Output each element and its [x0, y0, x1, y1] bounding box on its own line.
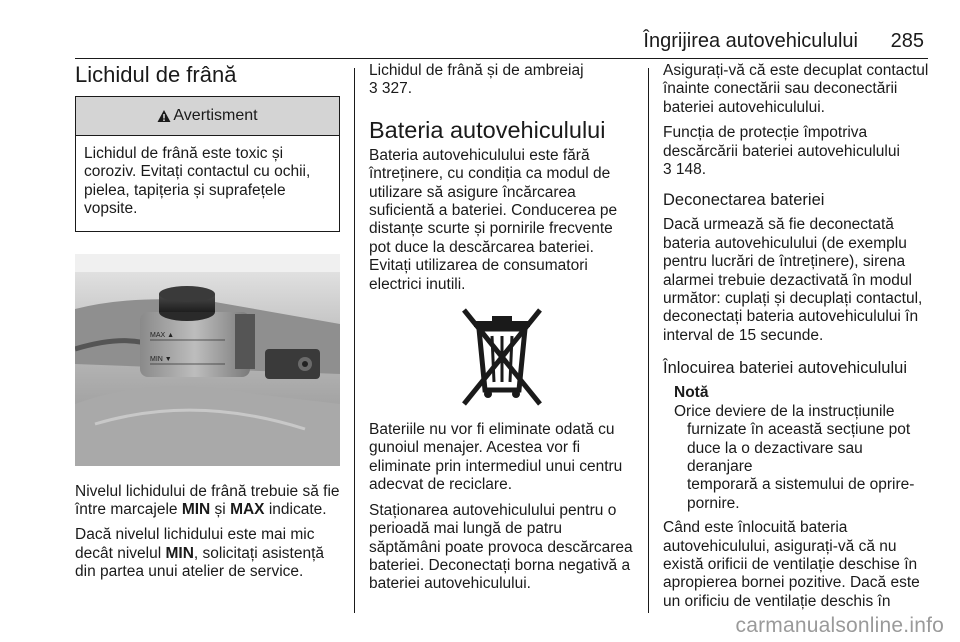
- paragraph: Funcția de protecție împotriva descărcării bateriei autovehiculului 3 148.: [663, 124, 900, 179]
- crossed-out-bin-icon: [462, 308, 542, 406]
- column-1: [75, 62, 340, 589]
- paragraph: Dacă nivelul lichidului este mai mic decât nivelul MIN, solicitați asistență din partea unui atelier de service.: [75, 526, 324, 581]
- page-header: [75, 30, 928, 59]
- paragraph: Când este înlocuită bateria autovehiculului, asigurați-vă că nu există orificii de ventilație deschise în apropierea bornei pozitive. Dacă este un orificiu de ventilație deschis în: [663, 519, 920, 610]
- subheading-disconnect-battery: Deconectarea bateriei: [663, 191, 825, 210]
- page-number: 285: [890, 30, 924, 52]
- paragraph: Asigurați-vă că este decuplat contactul înainte conectării sau deconectării bateriei autovehiculului.: [663, 62, 929, 116]
- warning-text: Lichidul de frână este toxic și coroziv. Evitați contactul cu ochii, pielea, tapițeria și suprafețele vopsite.: [84, 145, 311, 218]
- column-2: [369, 62, 634, 601]
- watermark: carmanualsonline.info: [735, 614, 944, 637]
- warning-title: Avertisment: [173, 106, 258, 124]
- page-reference-link[interactable]: 3 327.: [369, 80, 413, 98]
- page-reference-link[interactable]: 3 148.: [663, 161, 707, 179]
- paragraph: Nivelul lichidului de frână trebuie să fie între marcajele MIN și MAX indicate.: [75, 482, 340, 519]
- column-divider: [648, 68, 649, 613]
- section-heading-brake-fluid: Lichidul de frână: [75, 62, 237, 87]
- warning-icon: [157, 109, 171, 123]
- paragraph: Dacă urmează să fie deconectată bateria autovehiculului (de exemplu pentru lucrări de întreținere), sirena alarmei trebuie dezactivată în modul următor: cuplați și decuplați contactul, deconectați bateria autovehiculului în interval de 15 secunde.: [663, 216, 923, 344]
- column-3: [663, 62, 929, 618]
- max-marking: MAX ▲: [150, 331, 175, 339]
- note-title: Notă: [674, 384, 709, 402]
- paragraph: Bateriile nu vor fi eliminate odată cu gunoiul menajer. Acestea vor fi eliminate prin intermediul unui centru adecvat de reciclare.: [369, 421, 623, 494]
- paragraph: Staționarea autovehiculului pentru o perioadă mai lungă de patru săptămâni poate provoca descărcarea bateriei. Deconectați borna negativă a bateriei autovehiculului.: [369, 501, 633, 593]
- cross-reference: Lichidul de frână și de ambreiaj 3 327.: [369, 62, 584, 98]
- min-marking: MIN ▼: [150, 355, 172, 363]
- section-heading-vehicle-battery: Bateria autovehiculului: [369, 116, 606, 143]
- chapter-title: Îngrijirea autovehiculului: [643, 30, 858, 52]
- warning-box: [75, 96, 340, 232]
- note-text: Orice deviere de la instrucțiunile furnizate în această secțiune pot duce la o dezactivare sau deranjare temporară a sistemului de oprire- pornire.: [674, 402, 915, 512]
- warning-header: [76, 97, 339, 136]
- brake-fluid-reservoir-photo: [75, 254, 340, 466]
- column-divider: [354, 68, 355, 613]
- subheading-replace-battery: Înlocuirea bateriei autovehiculului: [663, 359, 907, 378]
- note-box: [663, 384, 929, 513]
- paragraph: Bateria autovehiculului este fără întreținere, cu condiția ca modul de utilizare să asigure încărcarea suficientă a bateriei. Conducerea pe distanțe scurte și pornirile frecvente pot duce la descărcarea bateriei. Evitați utilizarea de consumatori electrici inutili.: [369, 146, 618, 293]
